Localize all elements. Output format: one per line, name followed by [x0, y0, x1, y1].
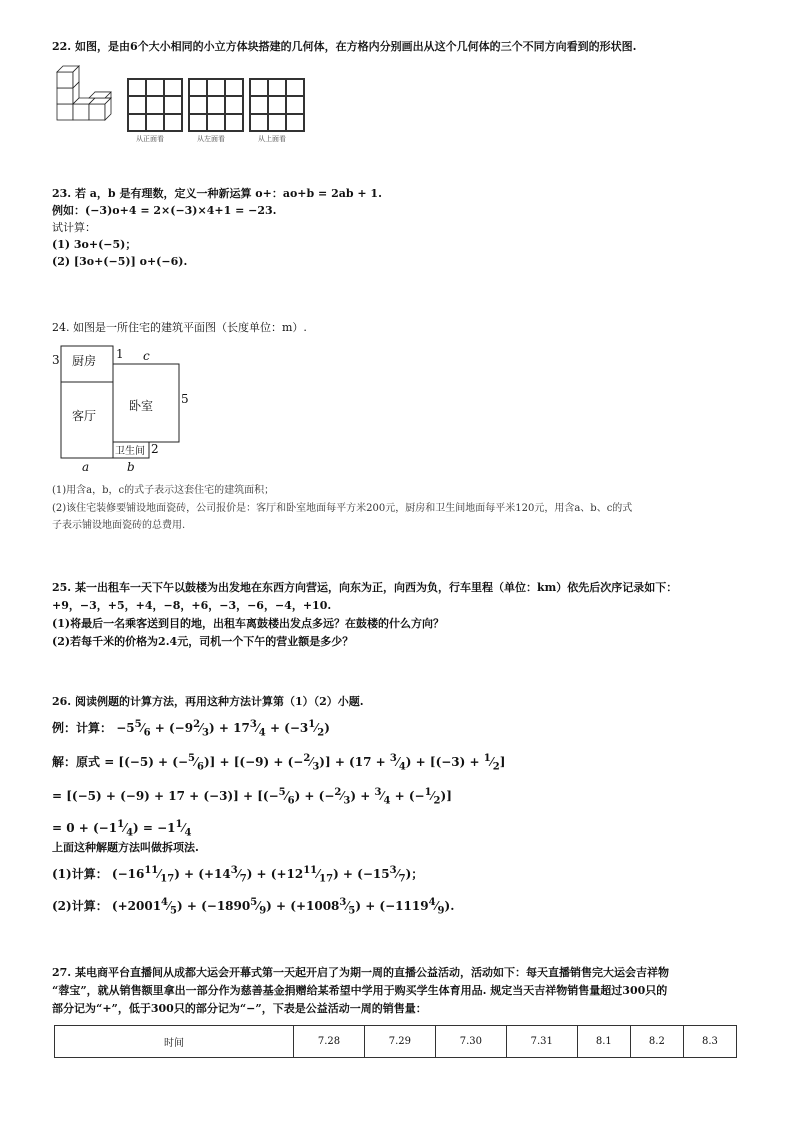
q23-line5: (2) [3o+(−5)] o+(−6). [52, 255, 188, 268]
table-date: 8.2 [630, 1026, 683, 1058]
q26-solution-1: 解：原式 = $[(-5) + (-^5⁄_6)] + [(-9)$ + $(-^2⁄_3)] + (17$ + $^3⁄_4) + [(-3)$ + $^1⁄_2$] [52, 753, 506, 773]
front-view-grid[interactable] [127, 78, 183, 132]
q24-p1: (1)用含a，b，c的式子表示这套住宅的建筑面积； [52, 485, 275, 496]
q24-p2a: (2)该住宅装修要铺设地面瓷砖，公司报价是：客厅和卧室地面每平方米200元，厨房和卫生间地面每平米120元，用含a、b、c的式 [52, 503, 633, 514]
table-date: 8.1 [577, 1026, 630, 1058]
q26-solution-3: = $0 + (-1^1⁄_4)$ = $-1^1⁄_4$ [52, 819, 192, 839]
q26-line1: 26. 阅读例题的计算方法，再用这种方法计算第（1）（2）小题. [52, 695, 364, 708]
table-date: 7.31 [506, 1026, 577, 1058]
table-date: 8.3 [683, 1026, 736, 1058]
q26-method: 上面这种解题方法叫做拆项法. [52, 841, 199, 854]
table-date: 7.28 [294, 1026, 365, 1058]
q27-line3: 部分记为“+”，低于300只的部分记为“−”，下表是公益活动一周的销售量： [52, 1002, 427, 1015]
q25-line1: 25. 某一出租车一天下午以鼓楼为出发地在东西方向营运，向东为正，向西为负，行车里程（单位：km）依先后次序记录如下： [52, 581, 678, 594]
q26-example: 例：计算： $-5^5⁄_6$ + $(-9^2⁄_3)$ + $17^3⁄_4$ + $(-3^1⁄_2)$ [52, 719, 330, 739]
cube-figure [55, 60, 125, 126]
dim-3: 3 [52, 353, 60, 367]
left-view-caption: 从左面看 [197, 135, 225, 143]
dim-2: 2 [151, 442, 159, 456]
q23-line4: (1) 3o+(−5)； [52, 238, 137, 251]
q27-line1: 27. 某电商平台直播间从成都大运会开幕式第一天起开启了为期一周的直播公益活动，活动如下：每天直播销售完大运会吉祥物 [52, 966, 669, 979]
q26-solution-2: = $[(-5) + (-9) + 17 + (-3)] + [(-^5⁄_6)$ + $(-^2⁄_3)$ + $^3⁄_4$ + $(-^1⁄_2)$] [52, 787, 452, 807]
dim-5: 5 [181, 392, 189, 406]
table-date: 7.30 [435, 1026, 506, 1058]
table-date: 7.29 [364, 1026, 435, 1058]
room-kitchen: 厨房 [72, 354, 97, 368]
q23-line3: 试计算： [52, 221, 96, 234]
top-view-grid[interactable] [249, 78, 305, 132]
dim-1: 1 [116, 347, 124, 361]
table-header-time: 时间 [55, 1026, 294, 1058]
q26-p2: (2)计算： $(+2001^4⁄_5)$ + $(-1890^5⁄_9)$ + $(+1008^3⁄_5)$ + $(-1119^4⁄_9)$. [52, 897, 455, 917]
table-row [55, 1026, 737, 1058]
room-bedroom: 卧室 [129, 399, 154, 413]
dim-c: c [143, 349, 150, 363]
room-bath: 卫生间 [115, 446, 145, 457]
front-view-caption: 从正面看 [136, 135, 164, 143]
q25-line2: +9，−3，+5，+4，−8，+6，−3，−6，−4，+10. [52, 599, 332, 612]
room-living: 客厅 [72, 409, 97, 423]
q26-p1: (1)计算： $(-16^{11}⁄_{17})$ + $(+14^3⁄_7)$ + $(+12^{11}⁄_{17})$ + $(-15^3⁄_7)$； [52, 865, 424, 885]
q25-line4: (2)若每千米的价格为2.4元，司机一个下午的营业额是多少？ [52, 635, 354, 648]
q27-line2: “蓉宝”，就从销售额里拿出一部分作为慈善基金捐赠给某希望中学用于购买学生体育用品. 规定当天吉祥物销售量超过300只的 [52, 984, 668, 997]
q24-text: 24. 如图是一所住宅的建筑平面图（长度单位：m）. [52, 321, 307, 334]
q23-line2: 例如：(−3)o+4 = 2×(−3)×4+1 = −23. [52, 204, 277, 217]
q24-p2b: 子表示铺设地面瓷砖的总费用. [52, 520, 186, 531]
dim-b: b [127, 460, 135, 474]
q22-text: 22. 如图，是由6个大小相同的小立方体块搭建的几何体，在方格内分别画出从这个几何体的三个不同方向看到的形状图. [52, 40, 637, 53]
dim-a: a [82, 460, 90, 474]
left-view-grid[interactable] [188, 78, 244, 132]
q25-line3: (1)将最后一名乘客送到目的地，出租车离鼓楼出发点多远？在鼓楼的什么方向？ [52, 617, 445, 630]
q23-line1: 23. 若 a，b 是有理数，定义一种新运算 o+：ao+b = 2ab + 1. [52, 187, 382, 200]
sales-table [54, 1025, 737, 1058]
top-view-caption: 从上面看 [258, 135, 286, 143]
